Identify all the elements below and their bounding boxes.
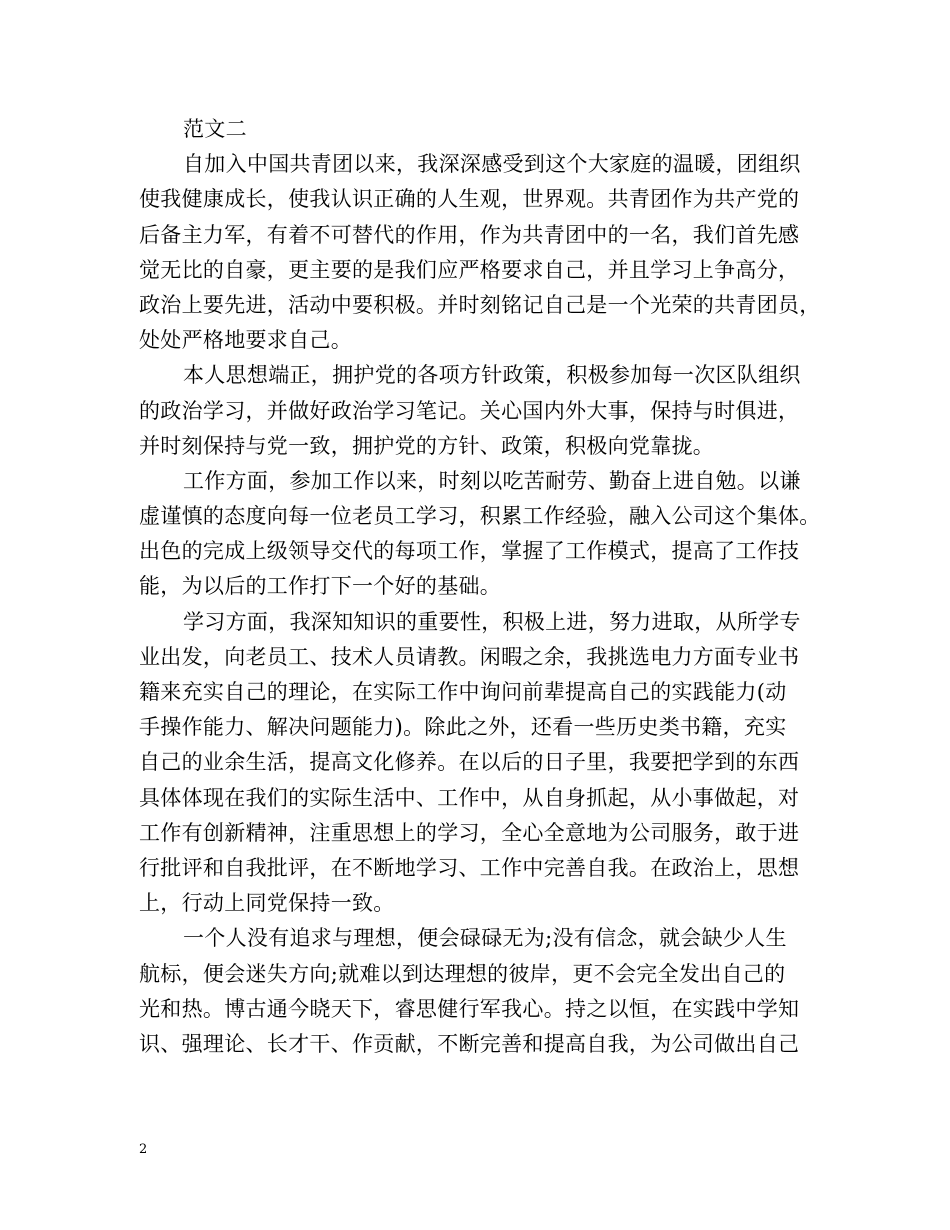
text-line: 处处严格地要求自己。 [139, 328, 352, 353]
text-line: 手操作能力、解决问题能力)。除此之外，还看一些历史类书籍，充实 [139, 715, 787, 740]
paragraph-4 [139, 605, 829, 922]
text-line: 工作有创新精神，注重思想上的学习，全心全意地为公司服务，敢于进 [139, 820, 800, 845]
text-line: 的政治学习，并做好政治学习笔记。关心国内外大事，保持与时俱进， [139, 398, 800, 423]
text-line: 学习方面，我深知知识的重要性，积极上进，努力进取，从所学专 [183, 609, 801, 634]
text-line: 工作方面，参加工作以来，时刻以吃苦耐劳、勤奋上进自勉。以谦 [183, 468, 801, 493]
text-line: 能，为以后的工作打下一个好的基础。 [139, 574, 502, 599]
paragraph-2 [139, 358, 829, 464]
text-line: 识、强理论、长才干、作贡献，不断完善和提高自我，为公司做出自己 [139, 1031, 800, 1056]
text-line: 行批评和自我批评，在不断地学习、工作中完善自我。在政治上，思想 [139, 855, 800, 880]
document-body [139, 112, 829, 1062]
text-line: 一个人没有追求与理想，便会碌碌无为;没有信念，就会缺少人生 [183, 926, 787, 951]
text-line: 后备主力军，有着不可替代的作用，作为共青团中的一名，我们首先感 [139, 222, 800, 247]
text-line: 虚谨慎的态度向每一位老员工学习，积累工作经验，融入公司这个集体。 [139, 504, 821, 529]
page-number: 2 [139, 1142, 148, 1157]
text-line: 具体体现在我们的实际生活中、工作中，从自身抓起，从小事做起，对 [139, 785, 800, 810]
text-line: 上，行动上同党保持一致。 [139, 891, 395, 916]
text-line: 使我健康成长，使我认识正确的人生观，世界观。共青团作为共产党的 [139, 187, 800, 212]
text-line: 自己的业余生活，提高文化修养。在以后的日子里，我要把学到的东西 [139, 750, 800, 775]
text-line: 觉无比的自豪，更主要的是我们应严格要求自己，并且学习上争高分， [139, 257, 800, 282]
text-line: 航标，便会迷失方向;就难以到达理想的彼岸，更不会完全发出自己的 [139, 961, 786, 986]
text-line: 业出发，向老员工、技术人员请教。闲暇之余，我挑选电力方面专业书 [139, 644, 800, 669]
paragraph-1 [139, 147, 829, 358]
text-line: 自加入中国共青团以来，我深深感受到这个大家庭的温暖，团组织 [183, 152, 801, 177]
paragraph-5 [139, 921, 829, 1062]
text-line: 籍来充实自己的理论，在实际工作中询问前辈提高自己的实践能力(动 [139, 680, 787, 704]
text-line: 出色的完成上级领导交代的每项工作，掌握了工作模式，提高了工作技 [139, 539, 800, 564]
text-line: 并时刻保持与党一致，拥护党的方针、政策，积极向党靠拢。 [139, 433, 715, 458]
text-line: 光和热。博古通今晓天下，睿思健行军我心。持之以恒，在实践中学知 [139, 996, 800, 1021]
text-line: 政治上要先进，活动中要积极。并时刻铭记自己是一个光荣的共青团员， [139, 292, 821, 317]
text-line: 本人思想端正，拥护党的各项方针政策，积极参加每一次区队组织 [183, 363, 801, 388]
document-heading: 范文二 [183, 117, 247, 141]
paragraph-3 [139, 464, 829, 605]
